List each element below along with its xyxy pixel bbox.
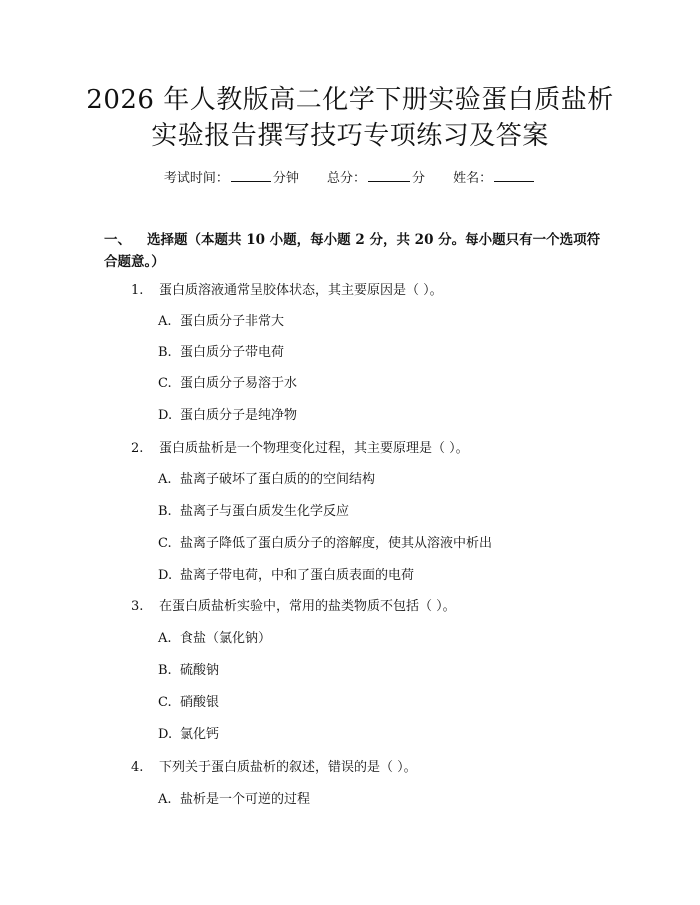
section-heading (104, 229, 604, 273)
option-text: 盐离子破坏了蛋白质的的空间结构 (180, 472, 376, 487)
page-title-line-2: 实验报告撰写技巧专项练习及答案 (151, 121, 549, 151)
option-letter: D. (158, 568, 173, 583)
question-2-option-a (158, 471, 375, 489)
option-letter: B. (158, 504, 172, 519)
option-letter: C. (158, 536, 172, 551)
option-letter: A. (158, 314, 172, 329)
option-text: 蛋白质分子非常大 (180, 314, 285, 329)
option-text: 蛋白质分子是纯净物 (180, 408, 298, 423)
student-name-blank (494, 168, 534, 182)
question-2 (131, 440, 469, 458)
question-text: 在蛋白质盐析实验中，常用的盐类物质不包括（ ）。 (159, 599, 456, 614)
question-3-option-d (158, 726, 219, 744)
option-text: 盐离子降低了蛋白质分子的溶解度，使其从溶液中析出 (180, 536, 493, 551)
option-letter: D. (158, 408, 173, 423)
question-2-option-d (158, 567, 414, 585)
option-letter: A. (158, 472, 172, 487)
page-title-line-1: 2026 年人教版高二化学下册实验蛋白质盐析 (86, 85, 614, 115)
section-text: 选择题（本题共 10 小题，每小题 2 分，共 20 分。每小题只有一个选项符合题意。） (104, 232, 601, 270)
question-1 (131, 282, 443, 300)
question-3-option-b (158, 662, 219, 680)
exam-time (164, 168, 299, 188)
exam-time-label: 考试时间： (163, 171, 229, 186)
student-name-label: 姓名： (453, 171, 493, 186)
total-score-unit: 分 (412, 171, 426, 186)
question-text: 下列关于蛋白质盐析的叙述，错误的是（ ）。 (159, 760, 417, 775)
question-2-option-c (158, 535, 492, 553)
option-text: 硝酸银 (180, 695, 220, 710)
question-text: 蛋白质盐析是一个物理变化过程，其主要原理是（ ）。 (159, 441, 469, 456)
question-number: 4. (131, 760, 144, 775)
question-1-option-a (158, 313, 284, 331)
option-letter: A. (158, 792, 172, 807)
option-letter: A. (158, 631, 172, 646)
option-letter: B. (158, 663, 172, 678)
option-text: 食盐（氯化钠） (180, 631, 272, 646)
option-letter: C. (158, 695, 172, 710)
option-text: 盐离子与蛋白质发生化学反应 (180, 504, 350, 519)
total-score-label: 总分： (326, 171, 366, 186)
question-number: 3. (131, 599, 144, 614)
question-text: 蛋白质溶液通常呈胶体状态，其主要原因是（ ）。 (159, 283, 443, 298)
question-number: 2. (131, 441, 144, 456)
question-1-option-c (158, 375, 297, 393)
question-3 (131, 598, 456, 616)
question-number: 1. (131, 283, 144, 298)
option-text: 硫酸钠 (180, 663, 220, 678)
option-text: 蛋白质分子易溶于水 (180, 376, 298, 391)
student-name (453, 168, 536, 188)
question-4-option-a (158, 791, 310, 809)
section-number: 一、 (104, 232, 131, 248)
exam-time-unit: 分钟 (272, 171, 299, 186)
option-text: 氯化钙 (180, 727, 220, 742)
option-letter: C. (158, 376, 172, 391)
question-1-option-b (158, 344, 284, 362)
question-3-option-c (158, 694, 219, 712)
option-text: 盐离子带电荷，中和了蛋白质表面的电荷 (180, 568, 415, 583)
question-3-option-a (158, 630, 271, 648)
question-2-option-b (158, 503, 349, 521)
question-4 (131, 759, 417, 777)
option-text: 蛋白质分子带电荷 (180, 345, 285, 360)
question-1-option-d (158, 407, 297, 425)
option-letter: B. (158, 345, 172, 360)
exam-time-blank (231, 168, 271, 182)
total-score-blank (368, 168, 410, 182)
option-text: 盐析是一个可逆的过程 (180, 792, 311, 807)
exam-meta (0, 168, 700, 188)
option-letter: D. (158, 727, 173, 742)
total-score (327, 168, 425, 188)
